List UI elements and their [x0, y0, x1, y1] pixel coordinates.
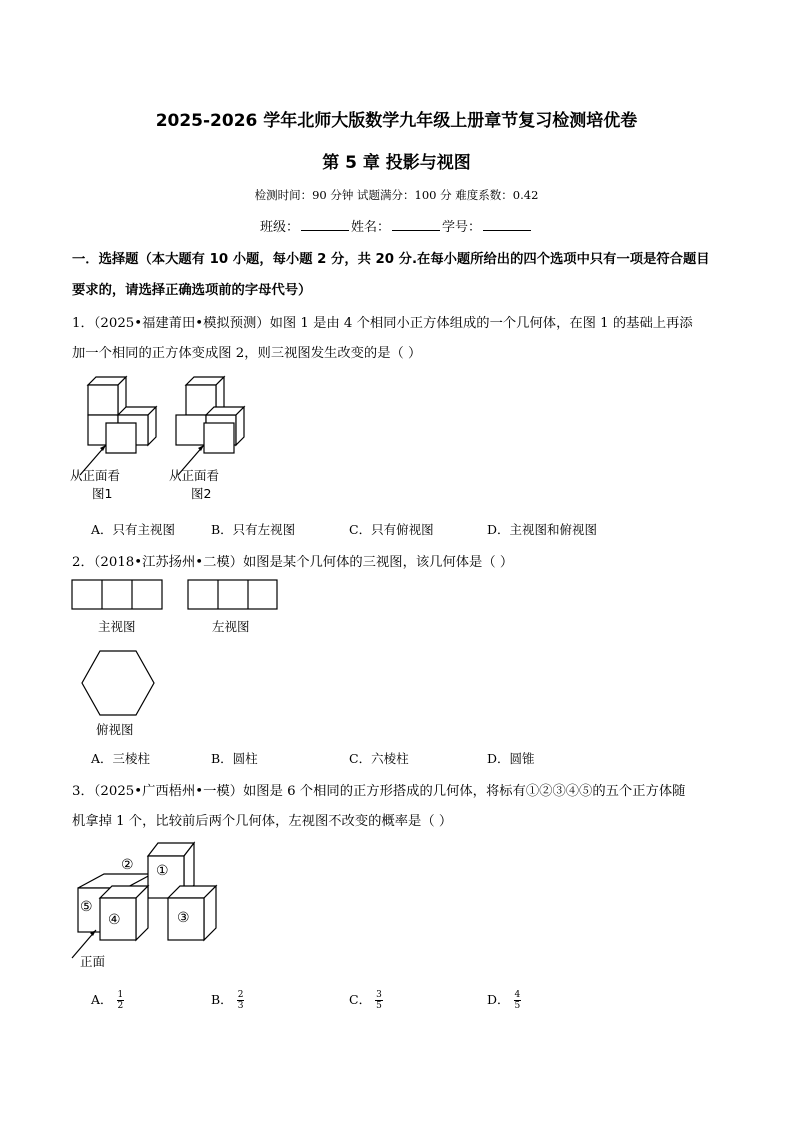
q3-option-d-fraction: $\frac{4}{5}$ [514, 990, 521, 1011]
q3-option-c[interactable]: C． $\frac{3}{5}$ [349, 990, 382, 1011]
q3-option-d[interactable]: D． $\frac{4}{5}$ [487, 990, 521, 1011]
q1-fig1-view-label: 从正面看 [70, 468, 121, 483]
q1-stem-line1: 1．（2025•福建莆田•模拟预测）如图 1 是由 4 个相同小正方体组成的一个几何体，在图 1 的基础上再添 [72, 316, 693, 331]
q1-option-c[interactable]: C．只有俯视图 [349, 522, 434, 537]
q2-option-c[interactable]: C．六棱柱 [349, 751, 409, 766]
page-title: 2025-2026 学年北师大版数学九年级上册章节复习检测培优卷 [155, 111, 638, 131]
exam-meta: 检测时间：90 分钟 试题满分：100 分 难度系数：0.42 [254, 188, 539, 202]
class-label: 班级： [259, 220, 299, 235]
q2-option-d[interactable]: D．圆锥 [487, 751, 535, 766]
chapter-title: 第 5 章 投影与视图 [322, 153, 471, 173]
name-label: 姓名： [350, 220, 390, 235]
q1-option-b[interactable]: B．只有左视图 [211, 522, 296, 537]
section-heading-line2: 要求的，请选择正确选项前的字母代号） [72, 283, 312, 298]
q3-mark-3: ③ [177, 910, 190, 926]
q2-option-b[interactable]: B．圆柱 [211, 751, 258, 766]
q1-fig1-label: 图1 [92, 486, 113, 501]
section-heading-line1: 一．选择题（本大题有 10 小题，每小题 2 分，共 20 分.在每小题所给出的四个选项中只有一项是符合题目 [72, 252, 710, 267]
q3-option-b-fraction: $\frac{2}{3}$ [237, 990, 244, 1011]
q2-top-label: 俯视图 [96, 722, 134, 737]
id-label: 学号： [442, 220, 482, 235]
q3-mark-2: ② [121, 857, 134, 873]
q2-front-label: 主视图 [98, 619, 136, 634]
q3-option-a[interactable]: A． $\frac{1}{2}$ [91, 990, 124, 1011]
q2-stem-line1: 2．（2018•江苏扬州•二模）如图是某个几何体的三视图，该几何体是（ ） [72, 555, 514, 570]
q1-stem-line2: 加一个相同的正方体变成图 2，则三视图发生改变的是（ ） [72, 346, 422, 361]
q3-option-a-fraction: $\frac{1}{2}$ [117, 990, 124, 1011]
q3-option-b[interactable]: B． $\frac{2}{3}$ [211, 990, 244, 1011]
q3-mark-1: ① [156, 863, 169, 879]
q3-mark-4: ④ [108, 912, 121, 928]
q3-mark-5: ⑤ [80, 899, 93, 915]
q2-option-a[interactable]: A．三棱柱 [91, 751, 151, 766]
q3-stem-line1: 3．（2025•广西梧州•一模）如图是 6 个相同的正方形搭成的几何体，将标有①②③④⑤的五个正方体随 [72, 784, 686, 799]
q3-front-label: 正面 [80, 954, 106, 969]
q3-option-c-fraction: $\frac{3}{5}$ [376, 990, 382, 1011]
q1-option-d[interactable]: D．主视图和俯视图 [487, 522, 598, 537]
q1-fig2-view-label: 从正面看 [169, 468, 220, 483]
q1-fig2-label: 图2 [191, 486, 212, 501]
q1-option-a[interactable]: A．只有主视图 [91, 522, 176, 537]
q2-left-label: 左视图 [212, 619, 250, 634]
q3-stem-line2: 机拿掉 1 个，比较前后两个几何体，左视图不改变的概率是（ ） [72, 814, 453, 829]
